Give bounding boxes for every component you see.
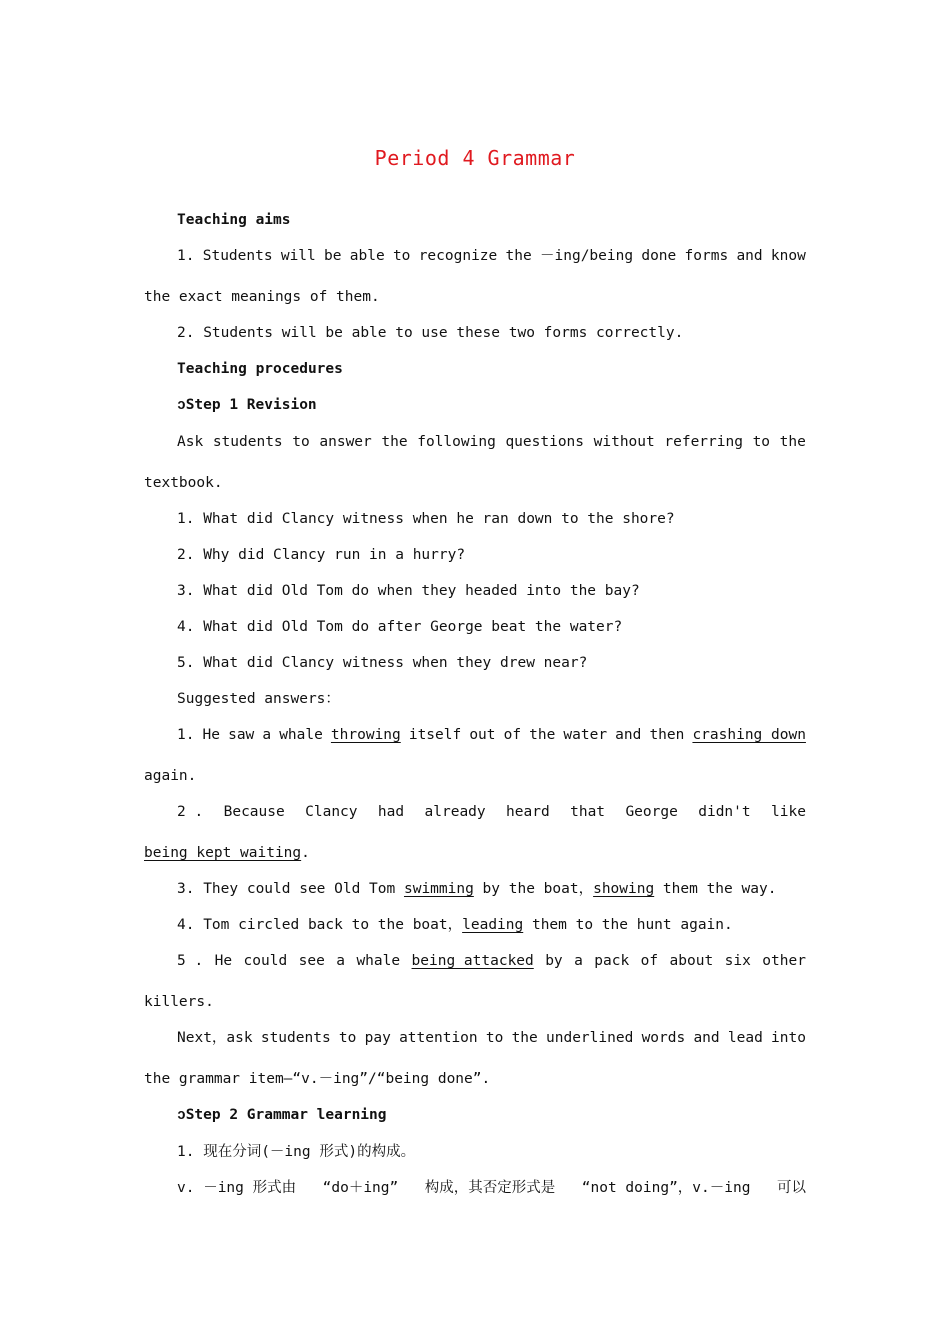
answer-3 <box>177 879 806 899</box>
word: the <box>779 434 806 450</box>
answer-5-continuation: killers. <box>144 994 214 1010</box>
text: them to the hunt again. <box>523 917 733 933</box>
word: lead <box>727 1030 763 1046</box>
word: forms <box>684 248 729 264</box>
word: will <box>280 248 316 264</box>
word: the <box>505 248 532 264</box>
word: know <box>770 248 806 264</box>
word: questions <box>505 434 585 450</box>
question-2: 2. Why did Clancy run in a hurry? <box>177 547 466 563</box>
word: 1. <box>177 248 195 264</box>
underlined-phrase: being kept waiting <box>144 845 302 861</box>
word: could <box>243 953 288 969</box>
word: answer <box>319 434 372 450</box>
word: He <box>202 727 221 743</box>
word: of <box>503 727 522 743</box>
word: done <box>641 248 677 264</box>
word: into <box>771 1030 806 1046</box>
word: without <box>593 434 655 450</box>
text: v. －ing 形式由 <box>177 1180 297 1196</box>
answer-2-line <box>177 802 806 822</box>
next-instruction-line <box>177 1028 806 1048</box>
word: Ask <box>177 434 204 450</box>
word: to <box>338 1030 357 1046</box>
word: other <box>762 953 806 969</box>
page-title: Period 4 Grammar <box>374 146 576 170</box>
word: to <box>392 248 411 264</box>
word: Clancy <box>305 804 358 820</box>
text: 可以 <box>776 1180 806 1196</box>
word: and <box>736 248 763 264</box>
answer-5-line <box>177 951 806 971</box>
word: the <box>511 1030 538 1046</box>
word: about <box>669 953 714 969</box>
text: them the way. <box>654 881 777 897</box>
word: able <box>349 248 385 264</box>
word: －ing/being <box>540 248 634 264</box>
grammar-point-1: 1. 现在分词(－ing 形式)的构成。 <box>177 1144 416 1160</box>
step-2-heading <box>177 1105 806 1125</box>
text: “do＋ing” <box>322 1180 399 1196</box>
word: to <box>485 1030 504 1046</box>
word: had <box>377 804 405 820</box>
text: 构成，其否定形式是 <box>424 1180 556 1196</box>
aim-1-continuation: the exact meanings of them. <box>144 289 380 305</box>
word: whale <box>279 727 323 743</box>
revision-intro-line <box>177 432 806 452</box>
next-instruction-continuation: the grammar item—“v.－ing”/“being done”. <box>144 1071 491 1087</box>
word: of <box>640 953 659 969</box>
word: following <box>417 434 496 450</box>
word: like <box>771 804 806 820</box>
word: by <box>545 953 563 969</box>
word: to <box>752 434 771 450</box>
underlined-phrase: being attacked <box>411 953 534 969</box>
punctuation: . <box>301 845 310 861</box>
word: students <box>212 434 283 450</box>
word: Next，ask <box>177 1030 253 1046</box>
underlined-word: crashing down <box>692 727 806 743</box>
word: out <box>469 727 496 743</box>
step-marker-icon: ↄ <box>177 1107 186 1123</box>
answer-4 <box>177 915 806 935</box>
word: heard <box>506 804 550 820</box>
underlined-word: leading <box>462 917 524 933</box>
answer-2-continuation <box>144 843 806 863</box>
word: 1. <box>177 727 195 743</box>
word: underlined <box>546 1030 634 1046</box>
word: 2 . <box>177 804 204 820</box>
grammar-point-2-line <box>177 1178 806 1198</box>
question-1: 1. What did Clancy witness when he ran down to the shore? <box>177 511 675 527</box>
word: didn't <box>698 804 751 820</box>
word: that <box>570 804 606 820</box>
word: be <box>324 248 342 264</box>
word: a <box>262 727 272 743</box>
teaching-aims-heading: Teaching aims <box>177 212 291 228</box>
word: pack <box>594 953 630 969</box>
word: words <box>641 1030 686 1046</box>
word: whale <box>356 953 401 969</box>
underlined-word: showing <box>593 881 655 897</box>
word: the <box>381 434 408 450</box>
word: He <box>214 953 233 969</box>
text: “not doing”，v.－ing <box>581 1180 751 1196</box>
aim-1-line <box>177 246 806 266</box>
question-4: 4. What did Old Tom do after George beat the water? <box>177 619 623 635</box>
word: pay <box>364 1030 391 1046</box>
word: Because <box>223 804 285 820</box>
step-2-label: Step 2 Grammar learning <box>185 1107 387 1123</box>
word: Students <box>202 248 273 264</box>
word: referring <box>664 434 743 450</box>
step-marker-icon: ↄ <box>177 397 186 413</box>
word: recognize <box>418 248 498 264</box>
step-1-heading <box>177 395 806 415</box>
underlined-word: throwing <box>330 727 401 743</box>
question-5: 5. What did Clancy witness when they drew near? <box>177 655 588 671</box>
suggested-answers-label: Suggested answers： <box>177 691 340 707</box>
word: George <box>625 804 678 820</box>
word: water <box>563 727 608 743</box>
text: 4. Tom circled back to the boat， <box>177 917 463 933</box>
text: by the boat， <box>473 881 594 897</box>
answer-1-line <box>177 725 806 745</box>
word: already <box>424 804 486 820</box>
word: the <box>529 727 556 743</box>
word: to <box>292 434 310 450</box>
word: and <box>615 727 642 743</box>
word: and <box>693 1030 720 1046</box>
word: students <box>260 1030 331 1046</box>
word: six <box>724 953 751 969</box>
word: attention <box>399 1030 478 1046</box>
word: saw <box>228 727 255 743</box>
word: 5 . <box>177 953 204 969</box>
teaching-procedures-heading: Teaching procedures <box>177 361 343 377</box>
aim-2: 2. Students will be able to use these two forms correctly. <box>177 325 684 341</box>
word: itself <box>408 727 462 743</box>
answer-1-continuation: again. <box>144 768 197 784</box>
word: a <box>336 953 346 969</box>
text: 3. They could see Old Tom <box>177 881 404 897</box>
word: see <box>298 953 325 969</box>
question-3: 3. What did Old Tom do when they headed into the bay? <box>177 583 640 599</box>
word: then <box>649 727 685 743</box>
underlined-word: swimming <box>403 881 474 897</box>
word: a <box>574 953 583 969</box>
revision-intro-continuation: textbook. <box>144 475 223 491</box>
step-1-label: Step 1 Revision <box>185 397 317 413</box>
